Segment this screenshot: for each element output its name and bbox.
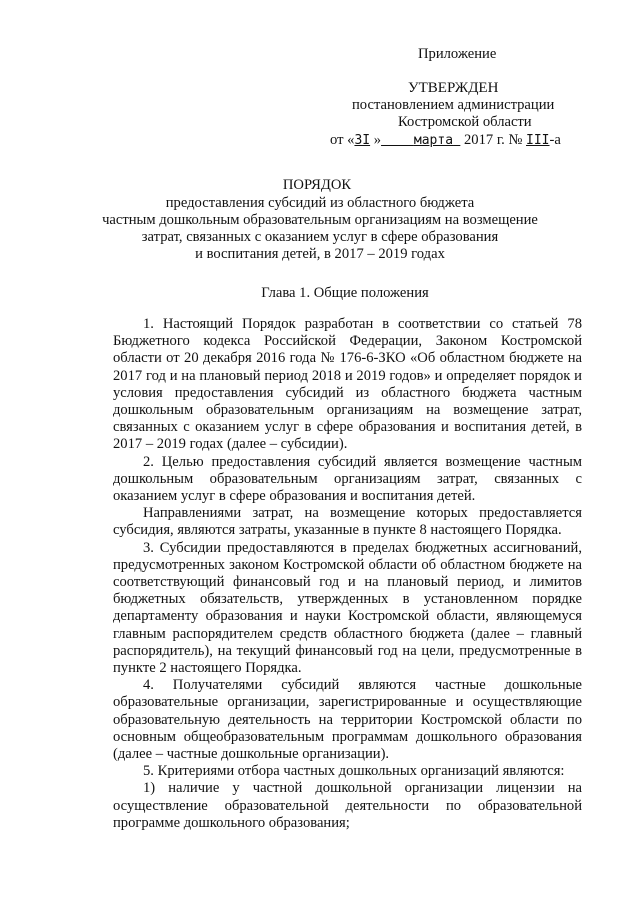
document-body xyxy=(113,316,582,832)
decree-number: III xyxy=(526,133,550,148)
paragraph: 1. Настоящий Порядок разработан в соответствии со статьей 78 Бюджетного кодекса Российской Федерации, Законом Костромской области от 20 декабря 2016 года № 176-6-ЗКО «Об областном бюджете на 2017 год и на плановый период 2018 и 2019 годов» и определяет порядок и условия предоставления субсидий из областного бюджета частным дошкольным образовательным организациям на возмещение затрат, связанных с оказанием услуг в сфере образования и воспитания детей, в 2017 – 2019 годах (далее – субсидии). xyxy=(113,316,582,453)
paragraph: 1) наличие у частной дошкольной организации лицензии на осуществление образовательной деятельности по образовательной программе дошкольного образования; xyxy=(113,780,582,831)
approved-by-line: постановлением администрации xyxy=(352,97,555,113)
month-underline-left xyxy=(381,132,414,148)
date-prefix: от « xyxy=(330,132,355,148)
chapter-heading: Глава 1. Общие положения xyxy=(261,285,429,301)
paragraph: 4. Получателями субсидий являются частные дошкольные образовательные организации, зарегистрированные и осуществляющие образовательную деятельность на территории Костромской области по основным общеобразовательным программам дошкольного образования (далее – частные дошкольные организации). xyxy=(113,677,582,763)
decree-month: марта xyxy=(413,133,454,148)
decree-date-line xyxy=(330,132,561,149)
decree-year: 2017 г. № xyxy=(460,132,527,148)
appendix-label: Приложение xyxy=(418,46,497,62)
title-line: предоставления субсидий из областного бюджета xyxy=(165,195,475,211)
decree-number-suffix: -а xyxy=(549,132,561,148)
region-line: Костромской области xyxy=(398,114,532,130)
approved-stamp: УТВЕРЖДЕН xyxy=(408,80,499,96)
paragraph: 3. Субсидии предоставляются в пределах бюджетных ассигнований, предусмотренных законом Костромской области об областном бюджете на соответствующий финансовый год и на плановый период, и лимитов бюджетных обязательств, утвержденных в установленном порядке департаменту образования и науки Костромской области, являющемуся главным распорядителем средств областного бюджета (далее – главный распорядитель), на текущий финансовый год на цели, предусмотренные в пункте 2 настоящего Порядка. xyxy=(113,539,582,677)
paragraph: Направлениями затрат, на возмещение которых предоставляется субсидия, являются затраты, указанные в пункте 8 настоящего Порядка. xyxy=(113,505,582,539)
document-heading: ПОРЯДОК xyxy=(282,177,352,193)
date-close: » xyxy=(370,132,382,148)
paragraph: 5. Критериями отбора частных дошкольных организаций являются: xyxy=(143,763,565,780)
decree-day: 3I xyxy=(354,133,371,148)
title-line: и воспитания детей, в 2017 – 2019 годах xyxy=(195,246,445,262)
title-line: затрат, связанных с оказанием услуг в сфере образования xyxy=(141,229,499,245)
paragraph: 2. Целью предоставления субсидий является возмещение частным дошкольным образовательным организациям затрат, связанных с оказанием услуг в сфере образования и воспитания детей. xyxy=(113,453,582,505)
title-line: частным дошкольным образовательным организациям на возмещение xyxy=(102,212,538,228)
